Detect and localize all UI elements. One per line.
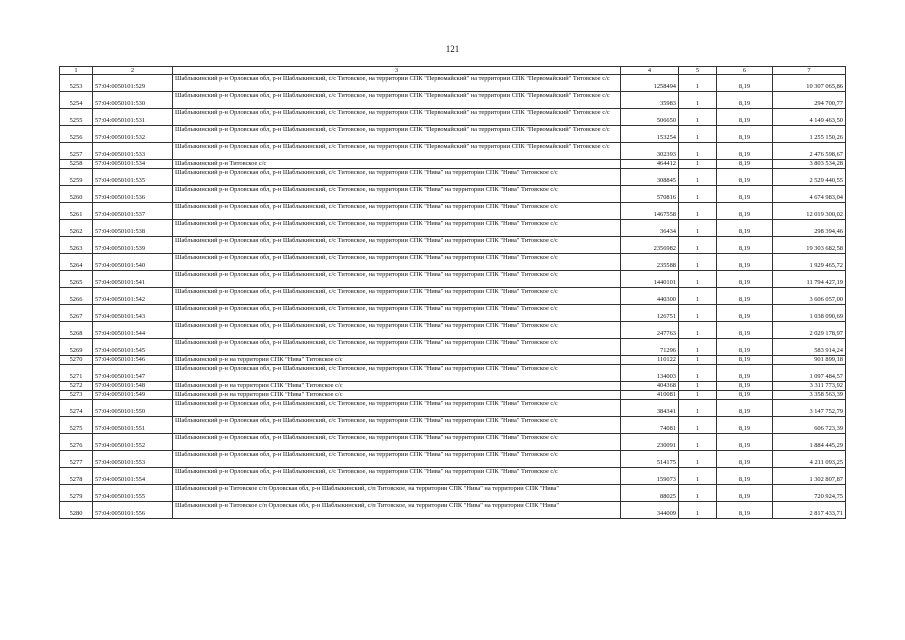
- rate-cell: 8,19: [717, 220, 773, 237]
- address-cell: Шаблыкинский р-н Орловская обл, р-н Шаблыкинский, с/с Титовское, на территории СПК "Нива" на территории СПК "Нива" Титовское с/с: [173, 417, 621, 434]
- area-cell: 35983: [621, 92, 679, 109]
- address-cell: Шаблыкинский р-н Орловская обл, р-н Шаблыкинский, с/с Титовское, на территории СПК "Нива" на территории СПК "Нива" Титовское с/с: [173, 288, 621, 305]
- row-number: 5275: [60, 417, 93, 434]
- count-cell: 1: [679, 356, 717, 365]
- cadastral-number: 57:04:0050101:543: [93, 305, 173, 322]
- count-cell: 1: [679, 186, 717, 203]
- table-row: [60, 451, 846, 468]
- count-cell: 1: [679, 143, 717, 160]
- cadastral-number: 57:04:0050101:546: [93, 356, 173, 365]
- row-number: 5261: [60, 203, 93, 220]
- land-plots-table: [59, 66, 846, 519]
- count-cell: 1: [679, 417, 717, 434]
- cadastral-number: 57:04:0050101:529: [93, 75, 173, 92]
- count-cell: 1: [679, 485, 717, 502]
- table-row: [60, 417, 846, 434]
- cadastral-number: 57:04:0050101:538: [93, 220, 173, 237]
- rate-cell: 8,19: [717, 109, 773, 126]
- count-cell: 1: [679, 237, 717, 254]
- count-cell: 1: [679, 254, 717, 271]
- table-row: [60, 271, 846, 288]
- area-cell: 440300: [621, 288, 679, 305]
- rate-cell: 8,19: [717, 186, 773, 203]
- area-cell: 126751: [621, 305, 679, 322]
- count-cell: 1: [679, 502, 717, 519]
- row-number: 5266: [60, 288, 93, 305]
- value-cell: 3 147 752,79: [773, 400, 846, 417]
- count-cell: 1: [679, 92, 717, 109]
- count-cell: 1: [679, 468, 717, 485]
- cadastral-number: 57:04:0050101:535: [93, 169, 173, 186]
- count-cell: 1: [679, 400, 717, 417]
- col-header-6: 6: [717, 67, 773, 75]
- address-cell: Шаблыкинский р-н на территории СПК "Нива" Титовское с/с: [173, 356, 621, 365]
- rate-cell: 8,19: [717, 203, 773, 220]
- area-cell: 302393: [621, 143, 679, 160]
- address-cell: Шаблыкинский р-н Орловская обл, р-н Шаблыкинский, с/с Титовское, на территории СПК "Нива" на территории СПК "Нива" Титовское с/с: [173, 400, 621, 417]
- count-cell: 1: [679, 203, 717, 220]
- cadastral-number: 57:04:0050101:536: [93, 186, 173, 203]
- value-cell: 1 038 090,69: [773, 305, 846, 322]
- rate-cell: 8,19: [717, 75, 773, 92]
- table-row: [60, 237, 846, 254]
- area-cell: 1258494: [621, 75, 679, 92]
- rate-cell: 8,19: [717, 305, 773, 322]
- value-cell: 1 884 445,29: [773, 434, 846, 451]
- cadastral-number: 57:04:0050101:533: [93, 143, 173, 160]
- table-row: [60, 391, 846, 400]
- row-number: 5274: [60, 400, 93, 417]
- rate-cell: 8,19: [717, 143, 773, 160]
- address-cell: Шаблыкинский р-н Орловская обл, р-н Шаблыкинский, с/с Титовское, на территории СПК "Первомайский" на территории СПК "Первомайский" Титовское с/с: [173, 75, 621, 92]
- row-number: 5264: [60, 254, 93, 271]
- cadastral-number: 57:04:0050101:551: [93, 417, 173, 434]
- count-cell: 1: [679, 391, 717, 400]
- row-number: 5273: [60, 391, 93, 400]
- row-number: 5267: [60, 305, 93, 322]
- row-number: 5258: [60, 160, 93, 169]
- row-number: 5262: [60, 220, 93, 237]
- value-cell: 3 311 773,92: [773, 382, 846, 391]
- table-row: [60, 365, 846, 382]
- area-cell: 74081: [621, 417, 679, 434]
- address-cell: Шаблыкинский р-н Титовское с/с: [173, 160, 621, 169]
- table-row: [60, 468, 846, 485]
- count-cell: 1: [679, 160, 717, 169]
- address-cell: Шаблыкинский р-н Титовское с/п Орловская обл, р-н Шаблыкинский, с/п Титовское, на территории СПК "Нива" на территории СПК "Нива": [173, 485, 621, 502]
- table-row: [60, 109, 846, 126]
- count-cell: 1: [679, 169, 717, 186]
- count-cell: 1: [679, 109, 717, 126]
- count-cell: 1: [679, 339, 717, 356]
- area-cell: 88025: [621, 485, 679, 502]
- area-cell: 404368: [621, 382, 679, 391]
- row-number: 5276: [60, 434, 93, 451]
- value-cell: 3 803 534,28: [773, 160, 846, 169]
- cadastral-number: 57:04:0050101:548: [93, 382, 173, 391]
- col-header-4: 4: [621, 67, 679, 75]
- col-header-2: 2: [93, 67, 173, 75]
- value-cell: 2 817 433,71: [773, 502, 846, 519]
- area-cell: 2356982: [621, 237, 679, 254]
- value-cell: 1 302 807,87: [773, 468, 846, 485]
- page-number: 121: [445, 44, 460, 54]
- count-cell: 1: [679, 75, 717, 92]
- cadastral-number: 57:04:0050101:544: [93, 322, 173, 339]
- address-cell: Шаблыкинский р-н Орловская обл, р-н Шаблыкинский, с/с Титовское, на территории СПК "Нива" на территории СПК "Нива" Титовское с/с: [173, 220, 621, 237]
- table-row: [60, 356, 846, 365]
- value-cell: 1 929 465,72: [773, 254, 846, 271]
- value-cell: 3 606 057,00: [773, 288, 846, 305]
- rate-cell: 8,19: [717, 417, 773, 434]
- cadastral-number: 57:04:0050101:530: [93, 92, 173, 109]
- area-cell: 110122: [621, 356, 679, 365]
- cadastral-number: 57:04:0050101:552: [93, 434, 173, 451]
- table-row: [60, 322, 846, 339]
- address-cell: Шаблыкинский р-н Орловская обл, р-н Шаблыкинский, с/с Титовское, на территории СПК "Нива" на территории СПК "Нива" Титовское с/с: [173, 451, 621, 468]
- row-number: 5254: [60, 92, 93, 109]
- area-cell: 71296: [621, 339, 679, 356]
- count-cell: 1: [679, 220, 717, 237]
- rate-cell: 8,19: [717, 502, 773, 519]
- row-number: 5257: [60, 143, 93, 160]
- table-row: [60, 126, 846, 143]
- table-row: [60, 75, 846, 92]
- table-row: [60, 254, 846, 271]
- address-cell: Шаблыкинский р-н Орловская обл, р-н Шаблыкинский, с/с Титовское, на территории СПК "Нива" на территории СПК "Нива" Титовское с/с: [173, 203, 621, 220]
- row-number: 5260: [60, 186, 93, 203]
- value-cell: 1 255 150,26: [773, 126, 846, 143]
- value-cell: 4 149 463,50: [773, 109, 846, 126]
- row-number: 5270: [60, 356, 93, 365]
- address-cell: Шаблыкинский р-н Орловская обл, р-н Шаблыкинский, с/с Титовское, на территории СПК "Нива" на территории СПК "Нива" Титовское с/с: [173, 434, 621, 451]
- row-number: 5265: [60, 271, 93, 288]
- address-cell: Шаблыкинский р-н Орловская обл, р-н Шаблыкинский, с/с Титовское, на территории СПК "Первомайский" на территории СПК "Первомайский" Титовское с/с: [173, 109, 621, 126]
- row-number: 5268: [60, 322, 93, 339]
- rate-cell: 8,19: [717, 451, 773, 468]
- table-row: [60, 92, 846, 109]
- cadastral-number: 57:04:0050101:550: [93, 400, 173, 417]
- count-cell: 1: [679, 434, 717, 451]
- table-row: [60, 434, 846, 451]
- header-row: [60, 67, 846, 75]
- address-cell: Шаблыкинский р-н Орловская обл, р-н Шаблыкинский, с/с Титовское, на территории СПК "Нива" на территории СПК "Нива" Титовское с/с: [173, 254, 621, 271]
- table-row: [60, 288, 846, 305]
- address-cell: Шаблыкинский р-н Орловская обл, р-н Шаблыкинский, с/с Титовское, на территории СПК "Нива" на территории СПК "Нива" Титовское с/с: [173, 339, 621, 356]
- address-cell: Шаблыкинский р-н Орловская обл, р-н Шаблыкинский, с/с Титовское, на территории СПК "Нива" на территории СПК "Нива" Титовское с/с: [173, 322, 621, 339]
- cadastral-number: 57:04:0050101:532: [93, 126, 173, 143]
- row-number: 5255: [60, 109, 93, 126]
- count-cell: 1: [679, 126, 717, 143]
- row-number: 5256: [60, 126, 93, 143]
- area-cell: 1440101: [621, 271, 679, 288]
- value-cell: 3 358 563,39: [773, 391, 846, 400]
- address-cell: Шаблыкинский р-н Орловская обл, р-н Шаблыкинский, с/с Титовское, на территории СПК "Первомайский" на территории СПК "Первомайский" Титовское с/с: [173, 92, 621, 109]
- row-number: 5263: [60, 237, 93, 254]
- area-cell: 506650: [621, 109, 679, 126]
- rate-cell: 8,19: [717, 271, 773, 288]
- table-row: [60, 220, 846, 237]
- rate-cell: 8,19: [717, 391, 773, 400]
- value-cell: 10 307 065,86: [773, 75, 846, 92]
- rate-cell: 8,19: [717, 322, 773, 339]
- rate-cell: 8,19: [717, 126, 773, 143]
- area-cell: 570816: [621, 186, 679, 203]
- area-cell: 36434: [621, 220, 679, 237]
- cadastral-number: 57:04:0050101:556: [93, 502, 173, 519]
- row-number: 5272: [60, 382, 93, 391]
- cadastral-number: 57:04:0050101:553: [93, 451, 173, 468]
- address-cell: Шаблыкинский р-н Орловская обл, р-н Шаблыкинский, с/с Титовское, на территории СПК "Нива" на территории СПК "Нива" Титовское с/с: [173, 468, 621, 485]
- address-cell: Шаблыкинский р-н Орловская обл, р-н Шаблыкинский, с/с Титовское, на территории СПК "Первомайский" на территории СПК "Первомайский" Титовское с/с: [173, 143, 621, 160]
- rate-cell: 8,19: [717, 288, 773, 305]
- cadastral-number: 57:04:0050101:540: [93, 254, 173, 271]
- area-cell: 230091: [621, 434, 679, 451]
- address-cell: Шаблыкинский р-н Титовское с/п Орловская обл, р-н Шаблыкинский, с/п Титовское, на территории СПК "Нива" на территории СПК "Нива": [173, 502, 621, 519]
- address-cell: Шаблыкинский р-н Орловская обл, р-н Шаблыкинский, с/с Титовское, на территории СПК "Нива" на территории СПК "Нива" Титовское с/с: [173, 305, 621, 322]
- table-row: [60, 160, 846, 169]
- cadastral-number: 57:04:0050101:545: [93, 339, 173, 356]
- count-cell: 1: [679, 451, 717, 468]
- value-cell: 12 019 300,02: [773, 203, 846, 220]
- area-cell: 235588: [621, 254, 679, 271]
- col-header-1: 1: [60, 67, 93, 75]
- rate-cell: 8,19: [717, 485, 773, 502]
- col-header-5: 5: [679, 67, 717, 75]
- value-cell: 11 794 427,19: [773, 271, 846, 288]
- address-cell: Шаблыкинский р-н Орловская обл, р-н Шаблыкинский, с/с Титовское, на территории СПК "Нива" на территории СПК "Нива" Титовское с/с: [173, 271, 621, 288]
- count-cell: 1: [679, 288, 717, 305]
- count-cell: 1: [679, 271, 717, 288]
- cadastral-number: 57:04:0050101:539: [93, 237, 173, 254]
- table-row: [60, 339, 846, 356]
- value-cell: 298 394,46: [773, 220, 846, 237]
- area-cell: 1467558: [621, 203, 679, 220]
- value-cell: 1 097 484,57: [773, 365, 846, 382]
- area-cell: 384341: [621, 400, 679, 417]
- table-row: [60, 203, 846, 220]
- value-cell: 294 700,77: [773, 92, 846, 109]
- rate-cell: 8,19: [717, 434, 773, 451]
- table-row: [60, 382, 846, 391]
- area-cell: 134003: [621, 365, 679, 382]
- table-row: [60, 305, 846, 322]
- value-cell: 2 029 178,97: [773, 322, 846, 339]
- rate-cell: 8,19: [717, 400, 773, 417]
- area-cell: 514175: [621, 451, 679, 468]
- count-cell: 1: [679, 365, 717, 382]
- address-cell: Шаблыкинский р-н Орловская обл, р-н Шаблыкинский, с/с Титовское, на территории СПК "Первомайский" на территории СПК "Первомайский" Титовское с/с: [173, 126, 621, 143]
- row-number: 5259: [60, 169, 93, 186]
- row-number: 5277: [60, 451, 93, 468]
- value-cell: 720 924,75: [773, 485, 846, 502]
- table-row: [60, 169, 846, 186]
- col-header-7: 7: [773, 67, 846, 75]
- row-number: 5253: [60, 75, 93, 92]
- rate-cell: 8,19: [717, 356, 773, 365]
- table-row: [60, 400, 846, 417]
- table-row: [60, 186, 846, 203]
- col-header-3: 3: [173, 67, 621, 75]
- rate-cell: 8,19: [717, 254, 773, 271]
- table-row: [60, 485, 846, 502]
- row-number: 5271: [60, 365, 93, 382]
- value-cell: 901 899,18: [773, 356, 846, 365]
- rate-cell: 8,19: [717, 169, 773, 186]
- area-cell: 410081: [621, 391, 679, 400]
- cadastral-number: 57:04:0050101:549: [93, 391, 173, 400]
- row-number: 5278: [60, 468, 93, 485]
- count-cell: 1: [679, 305, 717, 322]
- value-cell: 583 914,24: [773, 339, 846, 356]
- rate-cell: 8,19: [717, 339, 773, 356]
- rate-cell: 8,19: [717, 160, 773, 169]
- address-cell: Шаблыкинский р-н Орловская обл, р-н Шаблыкинский, с/с Титовское, на территории СПК "Нива" на территории СПК "Нива" Титовское с/с: [173, 186, 621, 203]
- cadastral-number: 57:04:0050101:555: [93, 485, 173, 502]
- address-cell: Шаблыкинский р-н на территории СПК "Нива" Титовское с/с: [173, 391, 621, 400]
- cadastral-number: 57:04:0050101:541: [93, 271, 173, 288]
- value-cell: 2 529 440,55: [773, 169, 846, 186]
- rate-cell: 8,19: [717, 382, 773, 391]
- area-cell: 344009: [621, 502, 679, 519]
- address-cell: Шаблыкинский р-н Орловская обл, р-н Шаблыкинский, с/с Титовское, на территории СПК "Нива" на территории СПК "Нива" Титовское с/с: [173, 237, 621, 254]
- address-cell: Шаблыкинский р-н на территории СПК "Нива" Титовское с/с: [173, 382, 621, 391]
- cadastral-number: 57:04:0050101:554: [93, 468, 173, 485]
- address-cell: Шаблыкинский р-н Орловская обл, р-н Шаблыкинский, с/с Титовское, на территории СПК "Нива" на территории СПК "Нива" Титовское с/с: [173, 365, 621, 382]
- area-cell: 308845: [621, 169, 679, 186]
- cadastral-number: 57:04:0050101:542: [93, 288, 173, 305]
- row-number: 5280: [60, 502, 93, 519]
- area-cell: 464412: [621, 160, 679, 169]
- rate-cell: 8,19: [717, 237, 773, 254]
- area-cell: 153254: [621, 126, 679, 143]
- count-cell: 1: [679, 382, 717, 391]
- count-cell: 1: [679, 322, 717, 339]
- rate-cell: 8,19: [717, 365, 773, 382]
- value-cell: 4 674 983,04: [773, 186, 846, 203]
- value-cell: 19 303 682,58: [773, 237, 846, 254]
- cadastral-number: 57:04:0050101:537: [93, 203, 173, 220]
- area-cell: 247763: [621, 322, 679, 339]
- row-number: 5269: [60, 339, 93, 356]
- row-number: 5279: [60, 485, 93, 502]
- value-cell: 606 723,39: [773, 417, 846, 434]
- address-cell: Шаблыкинский р-н Орловская обл, р-н Шаблыкинский, с/с Титовское, на территории СПК "Нива" на территории СПК "Нива" Титовское с/с: [173, 169, 621, 186]
- value-cell: 4 211 093,25: [773, 451, 846, 468]
- cadastral-number: 57:04:0050101:547: [93, 365, 173, 382]
- area-cell: 159073: [621, 468, 679, 485]
- rate-cell: 8,19: [717, 92, 773, 109]
- table-row: [60, 502, 846, 519]
- cadastral-number: 57:04:0050101:534: [93, 160, 173, 169]
- table-row: [60, 143, 846, 160]
- rate-cell: 8,19: [717, 468, 773, 485]
- value-cell: 2 476 598,67: [773, 143, 846, 160]
- cadastral-number: 57:04:0050101:531: [93, 109, 173, 126]
